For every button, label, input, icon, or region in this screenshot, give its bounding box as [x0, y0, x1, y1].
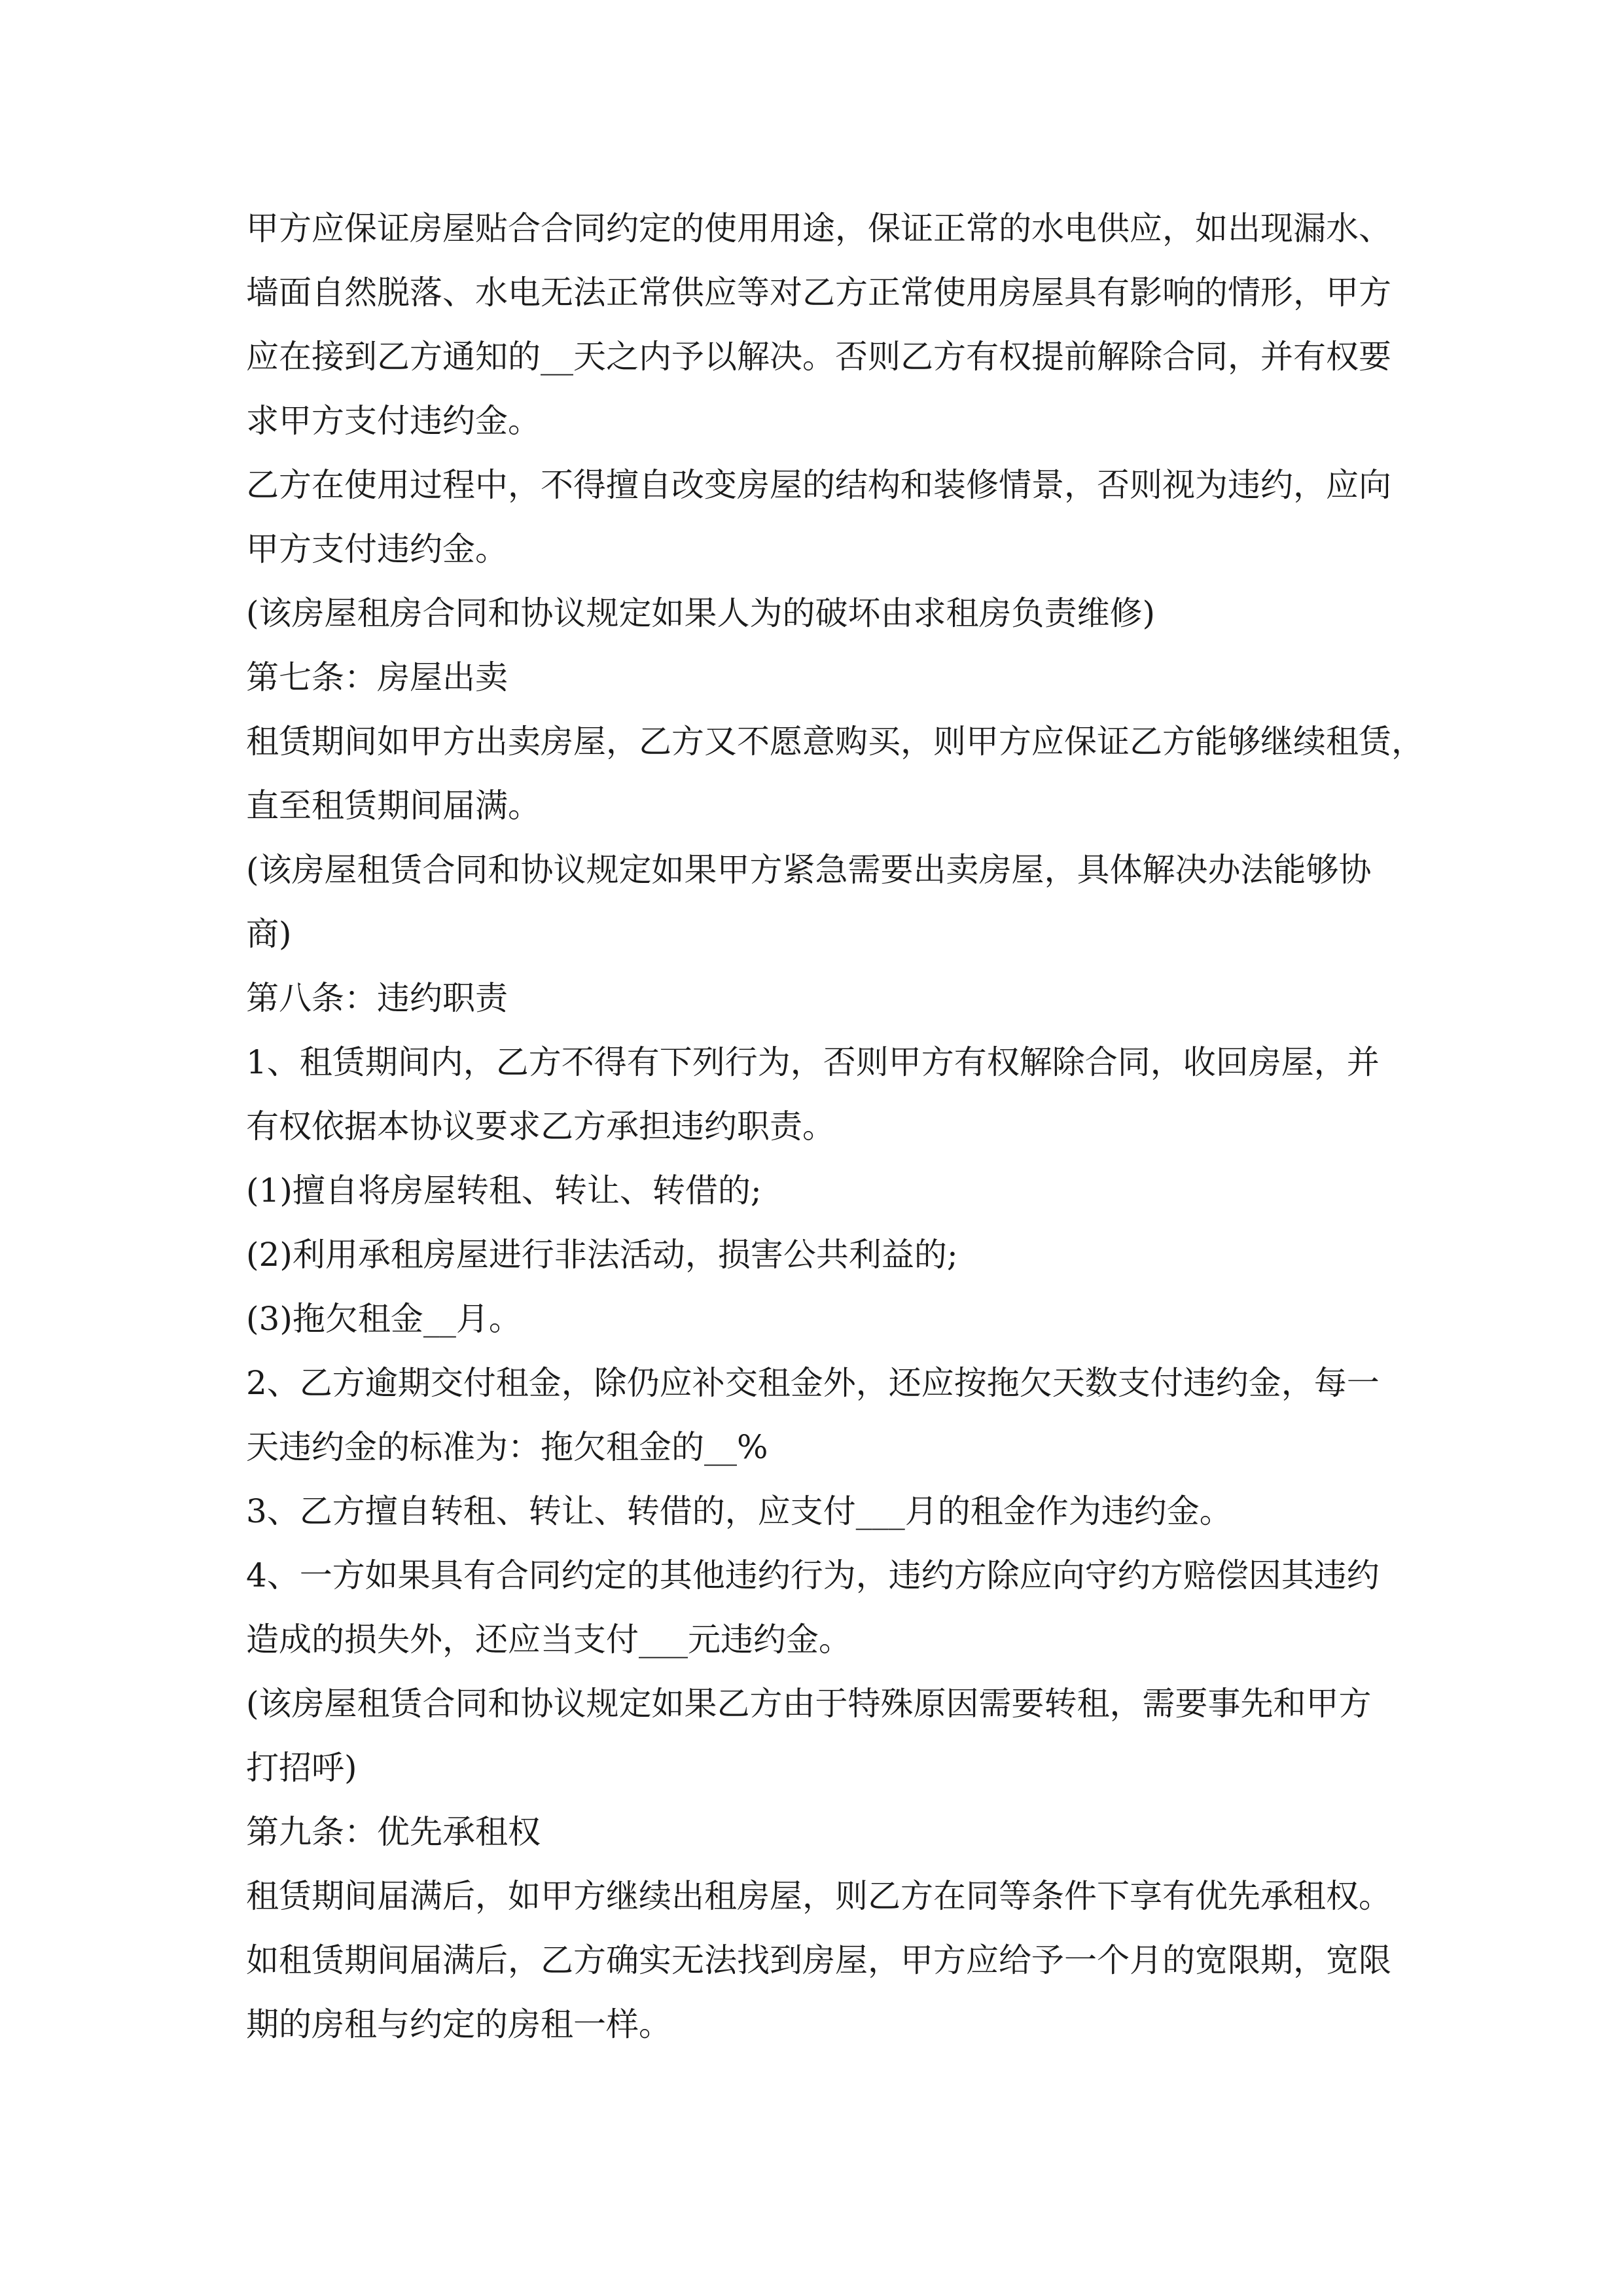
text-line: (该房屋租房合同和协议规定如果人为的破坏由求租房负责维修) — [246, 594, 1156, 632]
text-line: (该房屋租赁合同和协议规定如果乙方由于特殊原因需要转租，需要事先和甲方 — [246, 1685, 1372, 1723]
document-body — [246, 196, 1424, 2056]
text-line: 租赁期间届满后，如甲方继续出租房屋，则乙方在同等条件下享有优先承租权。 — [246, 1877, 1391, 1915]
article-heading: 第九条：优先承租权 — [246, 1813, 541, 1851]
text-line: 3、乙方擅自转租、转让、转借的，应支付___月的租金作为违约金。 — [246, 1492, 1232, 1530]
text-line: 1、租赁期间内，乙方不得有下列行为，否则甲方有权解除合同，收回房屋，并 — [246, 1043, 1380, 1081]
text-line: (1)擅自将房屋转租、转让、转借的; — [246, 1172, 762, 1210]
text-line: 求甲方支付违约金。 — [246, 402, 541, 440]
text-line: (该房屋租赁合同和协议规定如果甲方紧急需要出卖房屋，具体解决办法能够协 — [246, 851, 1372, 889]
text-line: 甲方应保证房屋贴合合同约定的使用用途，保证正常的水电供应，如出现漏水、 — [246, 209, 1391, 247]
text-line: 商) — [246, 915, 292, 953]
text-line: 有权依据本协议要求乙方承担违约职责。 — [246, 1107, 835, 1145]
text-line: (2)利用承租房屋进行非法活动，损害公共利益的; — [246, 1236, 958, 1274]
text-line: 如租赁期间届满后，乙方确实无法找到房屋，甲方应给予一个月的宽限期，宽限 — [246, 1941, 1391, 1979]
text-line: (3)拖欠租金__月。 — [246, 1300, 522, 1338]
text-line: 墙面自然脱落、水电无法正常供应等对乙方正常使用房屋具有影响的情形，甲方 — [246, 274, 1391, 312]
text-line: 天违约金的标准为：拖欠租金的__% — [246, 1428, 768, 1466]
text-line: 期的房租与约定的房租一样。 — [246, 2005, 671, 2043]
article-heading: 第八条：违约职责 — [246, 979, 508, 1017]
text-line: 造成的损失外，还应当支付___元违约金。 — [246, 1621, 851, 1659]
text-line: 2、乙方逾期交付租金，除仍应补交租金外，还应按拖欠天数支付违约金，每一 — [246, 1364, 1380, 1402]
text-line: 直至租赁期间届满。 — [246, 787, 541, 825]
text-line: 甲方支付违约金。 — [246, 530, 508, 568]
text-line: 应在接到乙方通知的__天之内予以解决。否则乙方有权提前解除合同，并有权要 — [246, 338, 1391, 376]
article-heading: 第七条：房屋出卖 — [246, 658, 508, 696]
text-line: 乙方在使用过程中，不得擅自改变房屋的结构和装修情景，否则视为违约，应向 — [246, 466, 1391, 504]
text-line: 租赁期间如甲方出卖房屋，乙方又不愿意购买，则甲方应保证乙方能够继续租赁， — [246, 723, 1424, 761]
text-line: 4、一方如果具有合同约定的其他违约行为，违约方除应向守约方赔偿因其违约 — [246, 1556, 1380, 1594]
text-line: 打招呼) — [246, 1749, 357, 1787]
